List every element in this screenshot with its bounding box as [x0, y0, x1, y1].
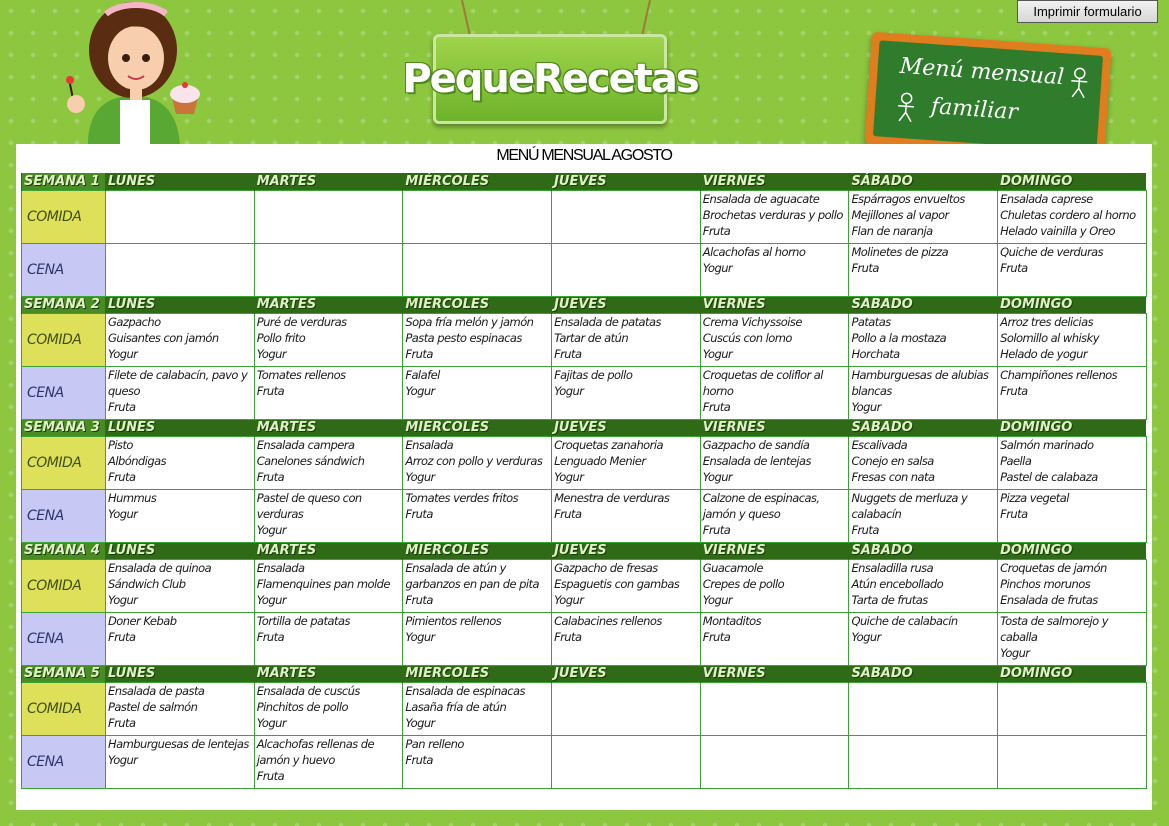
cena-label: CENA	[22, 489, 106, 542]
menu-cell[interactable]	[998, 190, 1147, 243]
day-header: LUNES	[106, 296, 255, 313]
dish-line: Ensalada de espinacas	[405, 683, 525, 698]
day-header: LUNES	[106, 419, 255, 436]
dish-line: Fruta	[702, 223, 731, 238]
dish-line: Alcachofas al horno	[702, 244, 806, 259]
menu-cell[interactable]	[106, 313, 255, 366]
dish-line: Pan relleno	[405, 736, 464, 751]
day-header: MIÉRCOLES	[403, 542, 552, 559]
dish-line: Pinchitos de pollo	[256, 699, 348, 714]
menu-cell[interactable]	[849, 313, 998, 366]
day-header: JUEVES	[552, 296, 701, 313]
menu-cell[interactable]	[849, 366, 998, 419]
day-header: SÁBADO	[849, 542, 998, 559]
day-header: DOMINGO	[998, 542, 1147, 559]
dish-line: Yogur	[851, 629, 881, 644]
dish-line: Cuscús con lomo	[702, 330, 792, 345]
day-header: SÁBADO	[849, 419, 998, 436]
menu-cell[interactable]	[998, 366, 1147, 419]
dish-line: Yogur	[256, 346, 287, 361]
menu-cell[interactable]	[998, 682, 1147, 735]
comida-label: COMIDA	[22, 559, 106, 612]
dish-line: Molinetes de pizza	[851, 244, 949, 259]
dish-line: Ensalada de aguacate	[702, 191, 820, 206]
menu-cell[interactable]	[998, 735, 1147, 788]
day-header: LUNES	[106, 173, 255, 190]
week-label: SEMANA 2	[22, 296, 106, 313]
dish-line: Pollo frito	[256, 330, 306, 345]
dish-line: Fruta	[256, 469, 285, 484]
dish-line: Flamenquines pan molde	[256, 576, 390, 591]
dish-line: Yogur	[108, 506, 138, 521]
dish-line: Yogur	[554, 383, 584, 398]
day-header: DOMINGO	[998, 419, 1147, 436]
menu-cell[interactable]	[700, 612, 849, 665]
dish-line: Guacamole	[702, 560, 763, 575]
menu-cell[interactable]	[552, 612, 701, 665]
menu-cell[interactable]	[254, 612, 403, 665]
dish-line: Pizza vegetal	[1000, 490, 1069, 505]
week-header-row	[22, 173, 1147, 190]
dish-line: Hummus	[108, 490, 157, 505]
menu-cell[interactable]	[849, 190, 998, 243]
dish-line: Salmón marinado	[1000, 437, 1094, 452]
comida-row	[22, 190, 1147, 243]
day-header: DOMINGO	[998, 296, 1147, 313]
menu-cell[interactable]	[552, 489, 701, 542]
menu-cell[interactable]	[552, 735, 701, 788]
dish-line: Espaguetis con gambas	[554, 576, 680, 591]
week-label: SEMANA 4	[22, 542, 106, 559]
comida-label: COMIDA	[22, 313, 106, 366]
dish-line: Tomates verdes fritos	[405, 490, 519, 505]
menu-cell[interactable]	[700, 735, 849, 788]
dish-line: Fruta	[554, 629, 582, 644]
dish-line: Pimientos rellenos	[405, 613, 502, 628]
comida-row	[22, 313, 1147, 366]
dish-line: Yogur	[256, 715, 287, 730]
menu-cell[interactable]	[403, 735, 552, 788]
day-header: VIERNES	[700, 419, 849, 436]
dish-line: Tosta de salmorejo y caballa	[1000, 613, 1108, 644]
dish-line: Doner Kebab	[108, 613, 177, 628]
dish-line: Helado de yogur	[1000, 346, 1088, 361]
menu-cell[interactable]	[106, 436, 255, 489]
dish-line: Yogur	[554, 592, 584, 607]
dish-line: Croquetas de jamón	[1000, 560, 1107, 575]
day-header: MIÉRCOLES	[403, 665, 552, 682]
week-header-row	[22, 542, 1147, 559]
menu-cell[interactable]	[998, 612, 1147, 665]
dish-line: Calabacines rellenos	[554, 613, 662, 628]
dish-line: Conejo en salsa	[851, 453, 934, 468]
menu-cell[interactable]	[700, 243, 849, 296]
menu-cell[interactable]	[700, 682, 849, 735]
dish-line: Menestra de verduras	[554, 490, 670, 505]
menu-cell[interactable]	[552, 243, 701, 296]
dish-line: Tartar de atún	[554, 330, 629, 345]
menu-cell[interactable]	[700, 559, 849, 612]
dish-line: Helado vainilla y Oreo	[1000, 223, 1115, 238]
day-header: MARTES	[254, 296, 403, 313]
dish-line: Flan de naranja	[851, 223, 933, 238]
dish-line: Yogur	[405, 469, 435, 484]
board-line-2: familiar	[930, 94, 1019, 126]
print-form-button[interactable]: Imprimir formulario	[1017, 0, 1158, 23]
menu-cell[interactable]	[254, 682, 403, 735]
dish-line: Yogur	[405, 715, 435, 730]
menu-cell[interactable]	[106, 735, 255, 788]
dish-line: Fruta	[256, 768, 285, 783]
dish-line: Ensalada de cuscús	[256, 683, 360, 698]
cena-label: CENA	[22, 243, 106, 296]
week-label: SEMANA 5	[22, 665, 106, 682]
menu-cell[interactable]	[403, 682, 552, 735]
day-header: VIERNES	[700, 296, 849, 313]
menu-cell[interactable]	[700, 190, 849, 243]
dish-line: Pasta pesto espinacas	[405, 330, 522, 345]
menu-cell[interactable]	[254, 436, 403, 489]
day-header: MARTES	[254, 173, 403, 190]
dish-line: Fruta	[108, 399, 136, 414]
dish-line: Fruta	[405, 592, 433, 607]
day-header: JUEVES	[552, 542, 701, 559]
menu-title: MENÚ MENSUAL AGOSTO	[496, 147, 672, 164]
dish-line: Albóndigas	[108, 453, 167, 468]
dish-line: Quiche de calabacín	[851, 613, 958, 628]
dish-line: Yogur	[405, 629, 435, 644]
dish-line: Crepes de pollo	[702, 576, 785, 591]
cena-row	[22, 612, 1147, 665]
dish-line: Puré de verduras	[256, 314, 347, 329]
cena-row	[22, 735, 1147, 788]
dish-line: Crema Vichyssoise	[702, 314, 802, 329]
dish-line: Yogur	[851, 399, 881, 414]
dish-line: Ensalada	[405, 437, 454, 452]
week-label: SEMANA 1	[22, 173, 106, 190]
dish-line: Paella	[1000, 453, 1032, 468]
dish-line: Pastel de salmón	[108, 699, 198, 714]
menu-cell[interactable]	[106, 682, 255, 735]
dish-line: Falafel	[405, 367, 440, 382]
dish-line: Fruta	[405, 752, 433, 767]
menu-cell[interactable]	[106, 612, 255, 665]
dish-line: Solomillo al whisky	[1000, 330, 1099, 345]
dish-line: Brochetas verduras y pollo	[702, 207, 843, 222]
menu-cell[interactable]	[403, 243, 552, 296]
menu-cell[interactable]	[403, 612, 552, 665]
dish-line: Yogur	[405, 383, 435, 398]
menu-cell[interactable]	[552, 436, 701, 489]
logo-text: PequeRecetas	[402, 56, 698, 102]
cena-label: CENA	[22, 735, 106, 788]
menu-cell[interactable]	[552, 313, 701, 366]
day-header: JUEVES	[552, 665, 701, 682]
dish-line: Alcachofas rellenas de jamón y huevo	[256, 736, 375, 767]
dish-line: Yogur	[702, 346, 733, 361]
dish-line: Yogur	[702, 260, 733, 275]
menu-cell[interactable]	[998, 436, 1147, 489]
dish-line: Horchata	[851, 346, 900, 361]
dish-line: Fruta	[554, 346, 582, 361]
day-header: MIÉRCOLES	[403, 173, 552, 190]
menu-cell[interactable]	[403, 313, 552, 366]
dish-line: Filete de calabacín, pavo y queso	[108, 367, 248, 398]
dish-line: Fruta	[554, 506, 582, 521]
dish-line: Calzone de espinacas, jamón y queso	[702, 490, 820, 521]
menu-cell[interactable]	[849, 559, 998, 612]
dish-line: Guisantes con jamón	[108, 330, 219, 345]
menu-cell[interactable]	[849, 682, 998, 735]
dish-line: Ensalada de lentejas	[702, 453, 811, 468]
dish-line: Ensalada campera	[256, 437, 355, 452]
menu-cell[interactable]	[106, 190, 255, 243]
menu-cell[interactable]	[552, 682, 701, 735]
menu-cell[interactable]	[998, 243, 1147, 296]
dish-line: Fruta	[256, 383, 285, 398]
dish-line: Fruta	[405, 506, 433, 521]
menu-cell[interactable]	[254, 313, 403, 366]
menu-cell[interactable]	[998, 489, 1147, 542]
dish-line: Yogur	[702, 469, 733, 484]
dish-line: Canelones sándwich	[256, 453, 365, 468]
menu-cell[interactable]	[849, 436, 998, 489]
chef-girl-illustration	[48, 0, 218, 146]
day-header: SÁBADO	[849, 296, 998, 313]
comida-row	[22, 682, 1147, 735]
menu-cell[interactable]	[849, 489, 998, 542]
dish-line: Patatas	[851, 314, 891, 329]
menu-cell[interactable]	[403, 190, 552, 243]
menu-cell[interactable]	[700, 489, 849, 542]
menu-cell[interactable]	[849, 735, 998, 788]
dish-line: Fruta	[256, 629, 285, 644]
dish-line: Ensalada de atún y garbanzos en pan de pita	[405, 560, 539, 591]
dish-line: Ensalada	[256, 560, 305, 575]
board-line-1: Menú mensual	[898, 53, 1065, 91]
dish-line: Hamburguesas de lentejas	[108, 736, 249, 751]
day-header: MARTES	[254, 419, 403, 436]
menu-cell[interactable]	[552, 366, 701, 419]
dish-line: Sándwich Club	[108, 576, 186, 591]
dish-line: Ensaladilla rusa	[851, 560, 934, 575]
dish-line: Hamburguesas de alubias blancas	[851, 367, 989, 398]
day-header: MIÉRCOLES	[403, 419, 552, 436]
chalkboard-sign	[864, 32, 1111, 160]
day-header: MARTES	[254, 665, 403, 682]
menu-cell[interactable]	[106, 366, 255, 419]
dish-line: Pastel de calabaza	[1000, 469, 1098, 484]
dish-line: Chuletas cordero al horno	[1000, 207, 1136, 222]
cena-row	[22, 366, 1147, 419]
dish-line: Ensalada de quinoa	[108, 560, 212, 575]
menu-cell[interactable]	[849, 243, 998, 296]
dish-line: Fruta	[108, 469, 136, 484]
cena-row	[22, 243, 1147, 296]
comida-label: COMIDA	[22, 682, 106, 735]
comida-label: COMIDA	[22, 190, 106, 243]
day-header: JUEVES	[552, 419, 701, 436]
dish-line: Fruta	[851, 260, 879, 275]
menu-cell[interactable]	[403, 366, 552, 419]
dish-line: Ensalada de patatas	[554, 314, 661, 329]
pequerecetas-logo[interactable]	[402, 34, 698, 124]
cena-label: CENA	[22, 612, 106, 665]
dish-line: Tomates rellenos	[256, 367, 346, 382]
dish-line: Pisto	[108, 437, 133, 452]
menu-cell[interactable]	[106, 559, 255, 612]
day-header: DOMINGO	[998, 665, 1147, 682]
dish-line: Atún encebollado	[851, 576, 944, 591]
dish-line: Yogur	[108, 346, 138, 361]
day-header: VIERNES	[700, 665, 849, 682]
dish-line: Fajitas de pollo	[554, 367, 633, 382]
dish-line: Gazpacho de fresas	[554, 560, 658, 575]
dish-line: Yogur	[702, 592, 733, 607]
dish-line: Lasaña fría de atún	[405, 699, 507, 714]
dish-line: Sopa fría melón y jamón	[405, 314, 534, 329]
dish-line: Arroz con pollo y verduras	[405, 453, 543, 468]
day-header: SÁBADO	[849, 173, 998, 190]
kid-drawing-icon	[894, 92, 918, 123]
dish-line: Espárragos envueltos	[851, 191, 965, 206]
menu-sheet	[16, 144, 1152, 810]
dish-line: Montaditos	[702, 613, 762, 628]
dish-line: Ensalada de frutas	[1000, 592, 1098, 607]
menu-cell[interactable]	[552, 190, 701, 243]
day-header: VIERNES	[700, 542, 849, 559]
week-header-row	[22, 419, 1147, 436]
dish-line: Arroz tres delicias	[1000, 314, 1094, 329]
day-header: VIERNES	[700, 173, 849, 190]
day-header: DOMINGO	[998, 173, 1147, 190]
dish-line: Yogur	[108, 592, 138, 607]
dish-line: Fruta	[108, 629, 136, 644]
menu-cell[interactable]	[254, 243, 403, 296]
dish-line: Fruta	[108, 715, 136, 730]
dish-line: Nuggets de merluza y calabacín	[851, 490, 968, 521]
menu-cell[interactable]	[403, 436, 552, 489]
dish-line: Escalivada	[851, 437, 908, 452]
day-header: LUNES	[106, 665, 255, 682]
comida-label: COMIDA	[22, 436, 106, 489]
dish-line: Pinchos morunos	[1000, 576, 1091, 591]
week-header-row	[22, 665, 1147, 682]
day-header: SÁBADO	[849, 665, 998, 682]
week-label: SEMANA 3	[22, 419, 106, 436]
menu-cell[interactable]	[700, 313, 849, 366]
menu-cell[interactable]	[998, 313, 1147, 366]
week-header-row	[22, 296, 1147, 313]
dish-line: Fruta	[1000, 383, 1028, 398]
dish-line: Ensalada caprese	[1000, 191, 1093, 206]
dish-line: Fruta	[702, 629, 731, 644]
menu-cell[interactable]	[254, 366, 403, 419]
menu-cell[interactable]	[552, 559, 701, 612]
dish-line: Yogur	[108, 752, 138, 767]
dish-line: Fresas con nata	[851, 469, 935, 484]
day-header: MIÉRCOLES	[403, 296, 552, 313]
menu-cell[interactable]	[106, 243, 255, 296]
dish-line: Pastel de queso con verduras	[256, 490, 362, 521]
menu-cell[interactable]	[700, 436, 849, 489]
cena-label: CENA	[22, 366, 106, 419]
dish-line: Croquetas zanahoria	[554, 437, 663, 452]
kid-drawing-icon	[1066, 66, 1092, 100]
menu-cell[interactable]	[403, 489, 552, 542]
day-header: LUNES	[106, 542, 255, 559]
cena-row	[22, 489, 1147, 542]
dish-line: Pollo a la mostaza	[851, 330, 947, 345]
dish-line: Lenguado Menier	[554, 453, 646, 468]
dish-line: Gazpacho	[108, 314, 161, 329]
day-header: MARTES	[254, 542, 403, 559]
comida-row	[22, 559, 1147, 612]
menu-cell[interactable]	[849, 612, 998, 665]
dish-line: Fruta	[702, 522, 731, 537]
dish-line: Fruta	[1000, 260, 1028, 275]
dish-line: Champiñones rellenos	[1000, 367, 1118, 382]
menu-cell[interactable]	[998, 559, 1147, 612]
dish-line: Fruta	[1000, 506, 1028, 521]
dish-line: Fruta	[851, 522, 879, 537]
dish-line: Gazpacho de sandía	[702, 437, 810, 452]
menu-cell[interactable]	[106, 489, 255, 542]
dish-line: Yogur	[256, 522, 287, 537]
dish-line: Croquetas de coliflor al horno	[702, 367, 823, 398]
dish-line: Tortilla de patatas	[256, 613, 350, 628]
menu-cell[interactable]	[254, 559, 403, 612]
menu-cell[interactable]	[403, 559, 552, 612]
menu-table	[21, 173, 1147, 789]
day-header: JUEVES	[552, 173, 701, 190]
dish-line: Yogur	[256, 592, 287, 607]
dish-line: Fruta	[702, 399, 731, 414]
dish-line: Yogur	[1000, 645, 1030, 660]
menu-cell[interactable]	[700, 366, 849, 419]
dish-line: Yogur	[554, 469, 584, 484]
dish-line: Ensalada de pasta	[108, 683, 205, 698]
comida-row	[22, 436, 1147, 489]
dish-line: Mejillones al vapor	[851, 207, 949, 222]
dish-line: Quiche de verduras	[1000, 244, 1104, 259]
dish-line: Fruta	[405, 346, 433, 361]
dish-line: Tarta de frutas	[851, 592, 928, 607]
menu-cell[interactable]	[254, 489, 403, 542]
menu-cell[interactable]	[254, 735, 403, 788]
menu-cell[interactable]	[254, 190, 403, 243]
